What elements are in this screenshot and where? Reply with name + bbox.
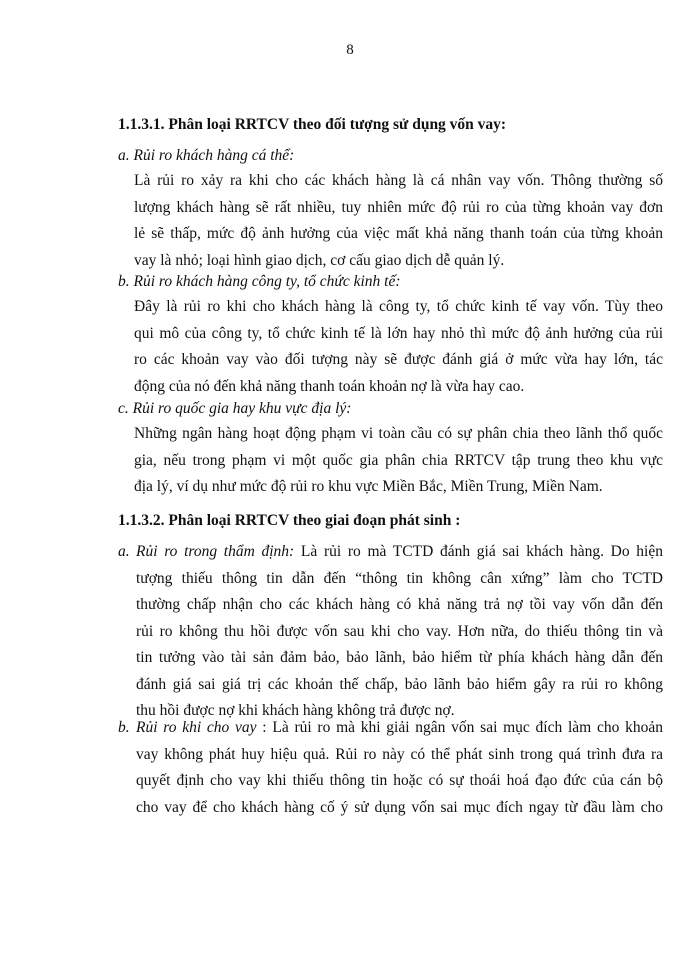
list-item-a-line: tin tưởng vào tài sản đảm bảo, bảo lãnh, bảo hiểm từ phía khách hàng dẫn đến: [136, 649, 663, 666]
list-item-a-first-line: [136, 539, 663, 566]
list-item-b-line: vay không phát huy hiệu quả. Rủi ro này có thể phát sinh trong quá trình đưa ra: [136, 745, 663, 763]
list-item-a-first-rest: Là rủi ro mà TCTD đánh giá sai khách hàng. Do hiện: [294, 543, 663, 560]
subheading-c: [118, 400, 351, 418]
list-item-b-line: quyết định cho vay khi thiếu thông tin hoặc có sự thoái hoá đạo đức của cán bộ: [136, 772, 663, 789]
list-item-a-term: Rủi ro trong thẩm định:: [136, 543, 295, 560]
list-marker-a: a.: [118, 543, 130, 560]
list-item-b-first-rest: : Là rủi ro mà khi giải ngân vốn sai mục đích làm cho khoản: [256, 719, 663, 736]
paragraph-b-line: động của nó đến khả năng thanh toán khoản nợ là vừa hay cao.: [134, 377, 525, 395]
paragraph-a-line: lượng khách hàng sẽ rất nhiều, tuy nhiên mức độ rủi ro của từng khoản vay đơn: [134, 198, 663, 216]
list-item-a-line: thu hồi được nợ khi khách hàng không trả được nợ.: [136, 702, 455, 719]
paragraph-b-line: ro các khoản vay vào đối tượng này sẽ được đánh giá ở mức vừa hay lớn, tác: [134, 351, 663, 368]
subheading-c-label: c. Rủi ro quốc gia hay khu vực địa lý:: [118, 400, 352, 417]
paragraph-c-line: địa lý, ví dụ như mức độ rủi ro khu vực Miền Bắc, Miền Trung, Miền Nam.: [134, 478, 603, 495]
paragraph-a-line: lẻ sẽ thấp, mức độ ảnh hưởng của việc mất khả năng thanh toán của từng khoản: [134, 225, 663, 242]
subheading-b-label: b. Rủi ro khách hàng công ty, tổ chức kinh tế:: [118, 273, 401, 290]
paragraph-a-line: vay là nhỏ; loại hình giao dịch, cơ cấu giao dịch dễ quản lý.: [134, 251, 505, 269]
paragraph-c-line: Những ngân hàng hoạt động phạm vi toàn cầu có sự phân chia theo lãnh thổ quốc: [134, 425, 663, 442]
list-item-b-line: cho vay để cho khách hàng cố ý sử dụng vốn sai mục đích ngay từ đầu làm cho: [136, 798, 663, 816]
paragraph-b-line: qui mô của công ty, tổ chức kinh tế là lớn hay nhỏ thì mức độ ảnh hưởng của rủi: [134, 324, 663, 342]
subheading-a-label: a. Rủi ro khách hàng cá thể:: [118, 147, 295, 164]
list-item-a-line: tượng thiếu thông tin dẫn đến “thông tin không cân xứng” làm cho TCTD: [136, 569, 663, 587]
paragraph-b: [134, 294, 663, 400]
paragraph-b-line: Đây là rủi ro khi cho khách hàng là công ty, tổ chức kinh tế vay vốn. Tùy theo: [134, 298, 663, 315]
list-item-a-line: thường chấp nhận cho các khách hàng có khả năng trả nợ tồi vay vốn dẫn đến: [136, 596, 663, 613]
list-item-a-line: rủi ro không thu hồi được vốn sau khi cho vay. Hơn nữa, do thiếu thông tin và: [136, 622, 663, 640]
page-number: 8: [346, 42, 354, 58]
subheading-b: [118, 273, 401, 291]
list-item-a-line: đánh giá sai giá trị các khoản thế chấp, bảo lãnh bảo hiểm gây ra rủi ro không: [136, 675, 663, 693]
list-item-b-term: Rủi ro khi cho vay: [136, 719, 257, 736]
paragraph-c: [134, 421, 663, 501]
paragraph-a-line: Là rủi ro xảy ra khi cho các khách hàng là cá nhân vay vốn. Thông thường số: [134, 172, 663, 189]
section-heading-1: 1.1.3.1. Phân loại RRTCV theo đối tượng sử dụng vốn vay:: [118, 116, 507, 133]
paragraph-c-line: gia, nếu trong phạm vi một quốc gia phân chia RRTCV tập trung theo khu vực: [134, 451, 663, 469]
list-item-b-first-line: [136, 715, 663, 742]
subheading-a: [118, 147, 294, 165]
list-marker-b: b.: [118, 719, 130, 736]
section-heading-2: 1.1.3.2. Phân loại RRTCV theo giai đoạn phát sinh :: [118, 512, 461, 529]
paragraph-a: [134, 168, 663, 274]
